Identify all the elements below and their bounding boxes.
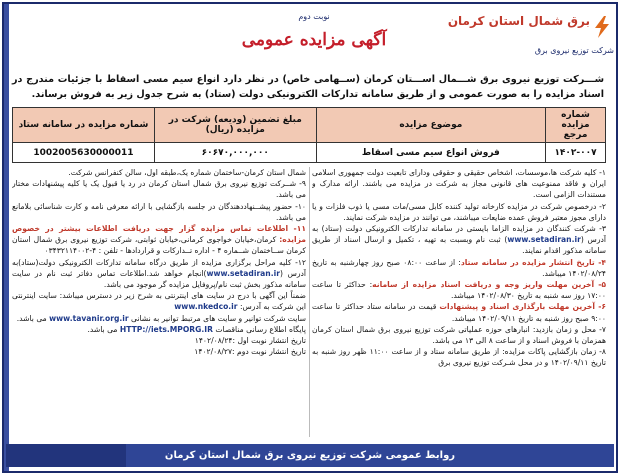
setad-link-2[interactable]: www.setadiran.ir bbox=[206, 268, 280, 278]
table-header-row bbox=[13, 108, 606, 143]
website-note-text: ضمناً این آگهی با درج در سایت های اینترنتی به شرح زیر در دسترس میباشد: سایت اینترنتی این شرکت به آدرس: bbox=[12, 291, 306, 312]
term-6-heading: ۶- آخرین مهلت بارگذاری اسناد و پیشنهادات bbox=[439, 302, 606, 312]
tavanir-link[interactable]: www.tavanir.org.ir bbox=[49, 313, 129, 323]
term-2: ۲- درخصوص شرکت در مزایده کارخانه تولید کننده کابل مسی/مات مسی یا ذوب فلزات و یا دارای مجوز معتبر فروش عمده ضایعات میباشند، می توانند در مزایده شرکت نمایند. bbox=[312, 201, 606, 222]
term-11-text: کرمان،خیابان خواجوی کرمانی،خیابان ثوابتی، شرکت توزیع نیروی برق شمال استان کرمان ســاختمان شــماره ۴ - اداره تــدارکات و قراردادها - تلفن : ۴-۰۳۴۳۲۱۱۴۰۰۲ bbox=[12, 235, 306, 256]
setad-link[interactable]: www.setadiran.ir bbox=[507, 235, 581, 245]
website-note bbox=[12, 290, 306, 312]
company-site-link[interactable]: www.nkedco.ir bbox=[174, 302, 238, 312]
term-9: ۹- شــرکت توزیع نیروی برق شمال استان کرمان در رد یا قبول یک یا کلیه پیشنهادات مختار می باشد. bbox=[12, 179, 306, 200]
term-3 bbox=[312, 223, 606, 257]
term-6-text: قیمت در سامانه ستاد حداکثر تا ساعت ۹:۰۰ صبح روز شنبه به تاریخ ۱۴۰۲/۰۹/۱۱ میباشد. bbox=[312, 302, 606, 323]
cell-setad-number: 1002005630000011 bbox=[13, 143, 155, 163]
terms-column-left bbox=[12, 167, 306, 437]
term-3-text: ۳- شرکت کنندگان در مزایده الزاما بایستی در سامانه تدارکات الکترونیکی دولت (ستاد) به آدرس ( bbox=[312, 224, 606, 245]
cell-subject: فروش انواع سیم مسی اسقاط bbox=[316, 143, 545, 163]
cell-deposit: ۶۰۶۷۰,۰۰۰,۰۰۰ bbox=[154, 143, 316, 163]
term-11 bbox=[12, 223, 306, 257]
term-12-tail: )انجام خواهد شد.اطلاعات تماس دفاتر ثبت نام در سایت سامانه مذکور بخش ثبت نام/پروفایل مزایده گر موجود می باشد. bbox=[12, 268, 306, 290]
page-title: آگهی مزایده عمومی bbox=[241, 30, 387, 50]
notice-round: نوبت دوم bbox=[298, 12, 330, 21]
first-publish-date: تاریخ انتشار نوبت اول :۱۴۰۲/۰۸/۲۴ bbox=[194, 336, 306, 346]
term-7: ۷- محل و زمان بازدید: انبارهای حوزه عملیاتی شرکت توزیع نیروی برق شمال استان کرمان همزمان با فروش اسناد و از ساعت ۸ الی ۱۳ می باشد. bbox=[312, 324, 606, 346]
term-1: ۱- کلیه شرکت ها،موسسات، اشخاص حقیقی و حقوقی ودارای تابعیت دولت جمهوری اسلامی ایران و فاقد ممنوعیت های قانونی مجاز به شرکت در مزایده می باشند. ارائه مدارک و مستندات الزامی است. bbox=[312, 168, 606, 200]
header-deposit: مبلغ تضمین (ودیعه) شرکت در مزایده (ریال) bbox=[154, 108, 316, 143]
footer-banner bbox=[6, 444, 614, 467]
term-11-heading: ۱۱- اطلاعات تماس مزایده گزار جهت دریافت اطلاعات بیشتر در خصوص مزایده: bbox=[12, 224, 306, 245]
column-divider bbox=[309, 167, 310, 437]
term-10: ۱۰- حضور پیشــنهاددهندگان در جلسه بازگشایی با ارائه معرفی نامه و کارت شناسائی بلامانع می باشد. bbox=[12, 201, 306, 222]
logo-subtitle: شرکت توزیع نیروی برق bbox=[534, 46, 614, 55]
term-5-text: : حداکثر تا ساعت ۱۷:۰۰ روز سه شنبه به تاریخ ۱۴۰۲/۰۸/۳۰ میباشد. bbox=[312, 280, 606, 301]
iets-note-tail: می باشد. bbox=[87, 324, 120, 334]
edge-strip bbox=[4, 4, 9, 471]
lightning-icon bbox=[592, 16, 612, 38]
term-4-heading: ۴- تاریخ انتشار مزایده در سامانه ستاد bbox=[460, 257, 606, 267]
intro-paragraph: شـــرکت توزیع نیروی برق شـــمال اســـتان کرمان (ســهامی خاص) در نظر دارد انواع سیم مسی اسقاط با جزئیات مندرج در اسناد مزایده را به صورت عمومی و از طریق سامانه تدارکات الکترونیکی دولت (ستاد) به شرح جدول زیر به فروش برساند. bbox=[12, 74, 604, 100]
term-6 bbox=[312, 301, 606, 323]
footer-text: روابط عمومی شرکت توزیع نیروی برق شمال استان کرمان bbox=[164, 450, 456, 461]
header-reference-number: شماره مزایده مرجع bbox=[546, 108, 606, 143]
term-5 bbox=[312, 279, 606, 301]
term-5-heading: ۵- آخرین مهلت واریز وجه و دریافت اسناد مزایده از سامانه bbox=[372, 280, 606, 290]
header-subject: موضوع مزایده bbox=[316, 108, 545, 143]
term-12 bbox=[12, 257, 306, 291]
auction-table bbox=[12, 107, 606, 163]
term-3-tail: ) ثبت نام وبسبت به تهیه ، تکمیل و ارسال اسناد از طریق سامانه مذکور اقدام نمایند. bbox=[312, 235, 606, 256]
terms-columns bbox=[12, 167, 606, 437]
table-row bbox=[13, 143, 606, 163]
tavanir-note-tail: می باشد. bbox=[16, 313, 50, 323]
term-8-cont: شمال استان کرمان-ساختمان شماره یک،طبقه اول، سالن کنفرانس شرکت. bbox=[68, 168, 306, 177]
terms-column-right bbox=[312, 167, 606, 437]
second-publish-date: تاریخ انتشار نوبت دوم :۱۴۰۲/۰۸/۲۷ bbox=[194, 347, 306, 357]
header-setad-number: شماره مزایده در سامانه ستاد bbox=[13, 108, 155, 143]
header bbox=[14, 8, 614, 70]
term-8: ۸- زمان بازگشایی پاکات مزایده: از طریق سامانه ستاد و از ساعت ۱۱:۰۰ ظهر روز شنبه به تاریخ ۱۴۰۲/۰۹/۱۱ و در محل شـرکت توزیع نیروی برق bbox=[312, 347, 606, 368]
term-4-text: : از ساعت ۰۸:۰۰ صبح روز چهارشنبه به تاریخ ۱۴۰۲/۰۸/۲۴ میباشد. bbox=[312, 257, 606, 278]
logo-title: برق شمال استان کرمان bbox=[447, 14, 590, 28]
tavanir-note-text: سایت شرکت توانیر و سایت های مرتبط توانیر به نشانی bbox=[128, 313, 306, 323]
iets-note bbox=[12, 324, 306, 335]
footer-accent bbox=[6, 444, 126, 467]
iets-link[interactable]: HTTP://iets.MPORG.IR bbox=[119, 324, 213, 334]
company-logo bbox=[447, 14, 614, 66]
iets-note-text: پایگاه اطلاع رسانی مناقصات bbox=[212, 324, 306, 334]
tavanir-note bbox=[12, 313, 306, 324]
term-12-text: ۱۲- کلیه مراحل برگزاری مزایده از طریق درگاه سامانه تدارکات الکترونیکی دولت(ستاد)به آدرس ( bbox=[12, 257, 306, 278]
term-4 bbox=[312, 257, 606, 279]
cell-reference-number: ۱۴۰۲-۰۰۷ bbox=[546, 143, 606, 163]
